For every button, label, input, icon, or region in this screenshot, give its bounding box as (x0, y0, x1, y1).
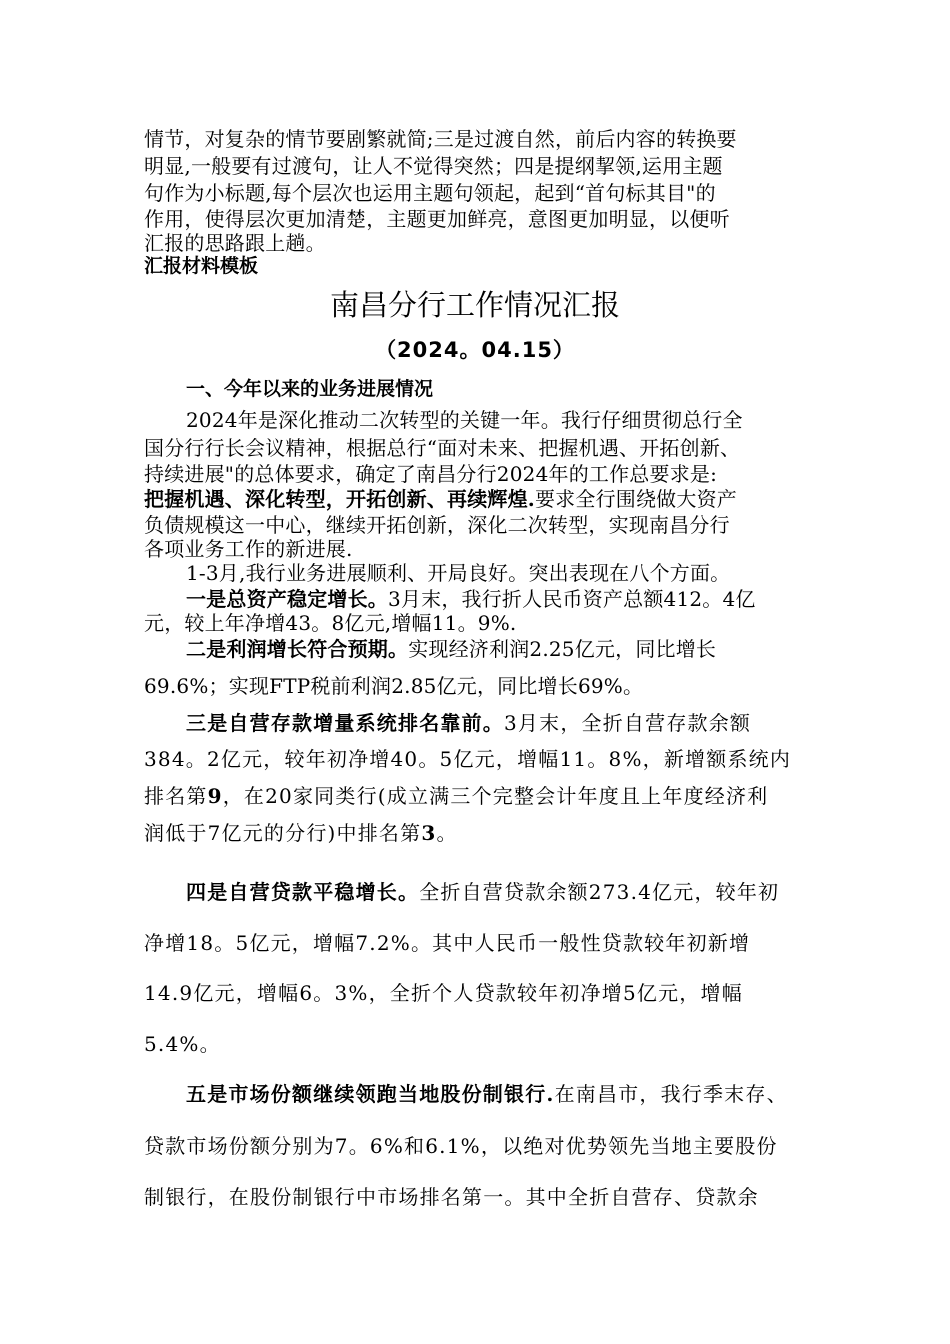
paragraph-line: 384。2亿元，较年初净增40。5亿元，增幅11。8%，新增额系统内 (144, 747, 792, 771)
intro-line: 句作为小标题,每个层次也运用主题句领起，起到“首句标其目"的 (144, 181, 716, 205)
paragraph-line: 2024年是深化推动二次转型的关键一年。我行仔细贯彻总行全 (186, 408, 743, 432)
paragraph-text: 实现经济利润2.25亿元，同比增长 (408, 637, 717, 661)
paragraph-line (186, 1081, 788, 1107)
paragraph-text: 3月末，我行折人民币资产总额412。4亿 (388, 587, 756, 611)
paragraph-text: 全折自营贷款余额273.4亿元，较年初 (419, 880, 780, 904)
paragraph-line (144, 486, 737, 512)
paragraph-text: 要求全行围绕做大资产 (534, 487, 737, 511)
point-heading: 一是总资产稳定增长。 (186, 587, 388, 611)
intro-line: 明显,一般要有过渡句，让人不觉得突然；四是提纲挈领,运用主题 (144, 154, 723, 178)
paragraph-line (186, 586, 756, 612)
paragraph-line: 各项业务工作的新进展. (144, 537, 353, 561)
point-heading: 四是自营贷款平稳增长。 (186, 880, 420, 904)
paragraph-line: 元，较上年净增43。8亿元,增幅11。9%. (144, 611, 517, 635)
point-heading: 五是市场份额继续领跑当地股份制银行. (186, 1082, 555, 1106)
paragraph-line (144, 820, 458, 846)
paragraph-line: 负债规模这一中心，继续开拓创新，深化二次转型，实现南昌分行 (144, 513, 730, 537)
paragraph-line: 国分行行长会议精神，根据总行“面对未来、把握机遇、开拓创新、 (144, 436, 741, 460)
paragraph-text: 3月末，全折自营存款余额 (504, 711, 752, 735)
intro-line: 汇报的思路跟上趟。 (144, 231, 326, 255)
paragraph-line (186, 636, 716, 662)
paragraph-text: 。 (436, 821, 458, 845)
point-heading: 二是利润增长符合预期。 (186, 637, 409, 661)
rank-number: 3 (421, 821, 437, 845)
paragraph-line: 69.6%；实现FTP税前利润2.85亿元，同比增长69%。 (144, 674, 644, 698)
paragraph-line: 净增18。5亿元，增幅7.2%。其中人民币一般性贷款较年初新增 (144, 931, 751, 955)
paragraph-line: 14.9亿元，增幅6。3%，全折个人贷款较年初净增5亿元，增幅 (144, 981, 743, 1005)
paragraph-line: 5.4%。 (144, 1032, 221, 1056)
paragraph-line (144, 783, 768, 809)
paragraph-text: 在南昌市，我行季末存、 (554, 1082, 788, 1106)
template-label: 汇报材料模板 (144, 255, 259, 277)
report-title: 南昌分行工作情况汇报 (329, 288, 620, 322)
paragraph-line: 贷款市场份额分别为7。6%和6.1%，以绝对优势领先当地主要股份 (144, 1134, 778, 1158)
paragraph-line: 制银行，在股份制银行中市场排名第一。其中全折自营存、贷款余 (144, 1185, 759, 1209)
emphasis-text: 把握机遇、深化转型，开拓创新、再续辉煌. (144, 487, 535, 511)
intro-line: 情节，对复杂的情节要剧繁就简;三是过渡自然，前后内容的转换要 (144, 127, 737, 151)
paragraph-text: ，在20家同类行(成立满三个完整会计年度且上年度经济利 (222, 784, 769, 808)
paragraph-line (186, 710, 751, 736)
point-heading: 三是自营存款增量系统排名靠前。 (186, 711, 504, 735)
paragraph-text: 润低于7亿元的分行)中排名第 (144, 821, 422, 845)
report-date: （2024。04.15） (375, 338, 575, 362)
paragraph-line: 1-3月,我行业务进展顺利、开局良好。突出表现在八个方面。 (186, 561, 731, 585)
paragraph-line (186, 879, 779, 905)
section-heading: 一、今年以来的业务进展情况 (186, 378, 434, 400)
paragraph-text: 排名第 (144, 784, 208, 808)
rank-number: 9 (207, 784, 223, 808)
intro-line: 作用，使得层次更加清楚，主题更加鲜亮，意图更加明显，以便听 (144, 207, 730, 231)
paragraph-line: 持续进展"的总体要求，确定了南昌分行2024年的工作总要求是: (144, 462, 718, 486)
